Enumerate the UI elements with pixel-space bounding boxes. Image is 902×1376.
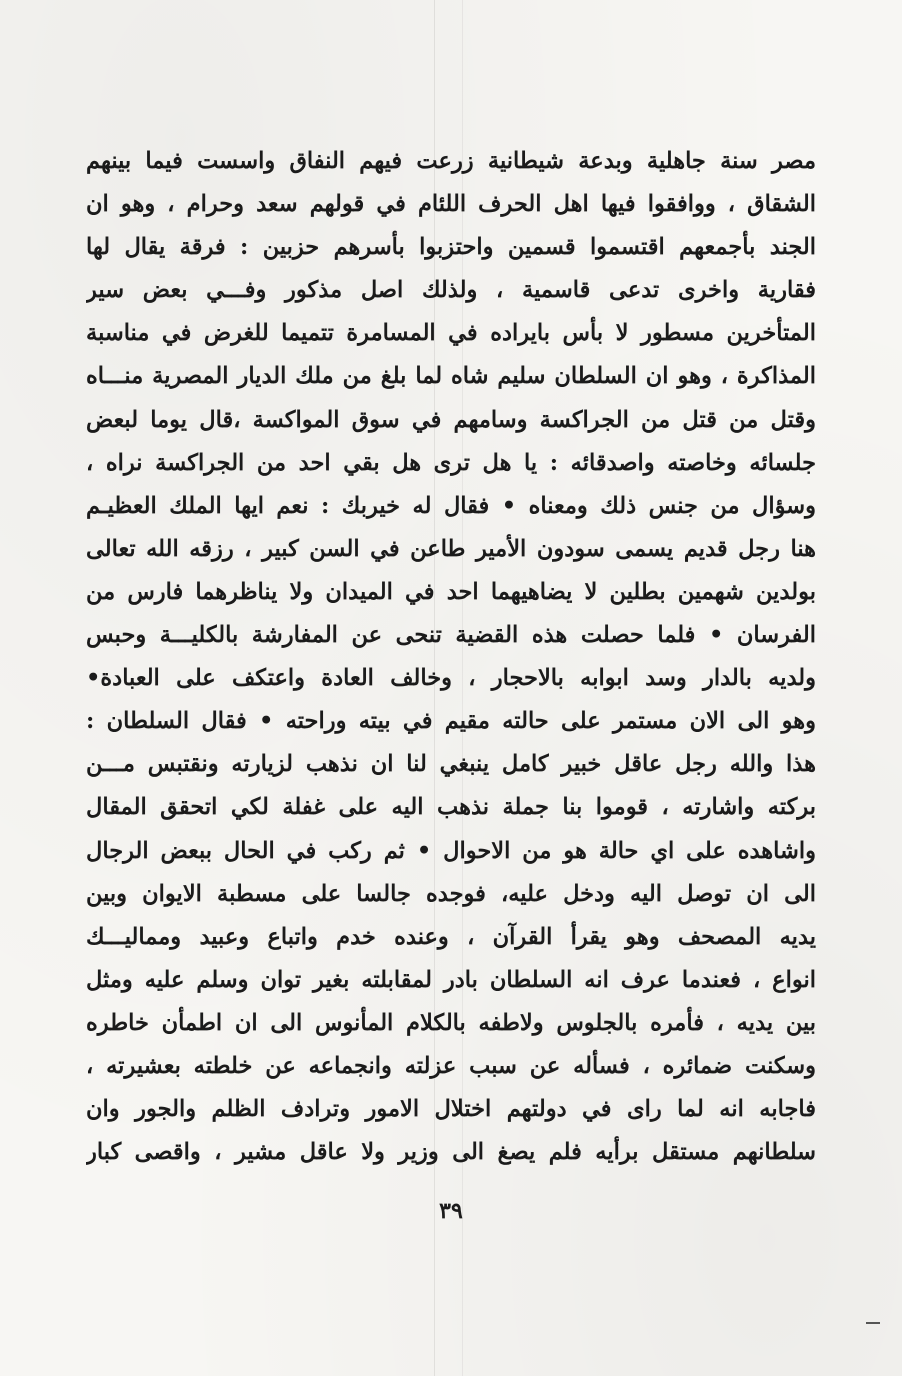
text-line: مصر سنة جاهلية وبدعة شيطانية زرعت فيهم النفاق واسست فيما بينهم: [86, 148, 816, 174]
text-line: فقارية واخرى تدعى قاسمية ، ولذلك اصل مذكور وفـــي بعض سير: [86, 277, 816, 304]
text-line: بولدين شهمين بطلين لا يضاهيهما احد في الميدان ولا يناظرهما فارس من: [86, 578, 816, 605]
text-line: بركته واشارته ، قوموا بنا جملة نذهب اليه على غفلة لكي اتحقق المقال: [86, 794, 816, 821]
text-line: وقتل من قتل من الجراكسة وسامهم في سوق المواكسة ،قال يوما لبعض: [86, 406, 816, 433]
text-line: بين يديه ، فأمره بالجلوس ولاطفه بالكلام المأنوس الى ان اطمأن خاطره: [86, 1009, 816, 1036]
text-line: الشقاق ، ووافقوا فيها اهل الحرف اللئام في قولهم سعد وحرام ، وهو ان: [86, 191, 816, 218]
text-line: جلسائه وخاصته واصدقائه : يا هل ترى هل بقي احد من الجراكسة نراه ،: [86, 449, 816, 476]
text-line: الفرسان • فلما حصلت هذه القضية تنحى عن المفارشة بالكليـــة وحبس: [86, 622, 816, 649]
text-line: المتأخرين مسطور لا بأس بايراده في المسامرة تتميما للغرض في مناسبة: [86, 320, 816, 347]
margin-mark: [866, 1322, 880, 1324]
text-line: وهو الى الان مستمر على حالته مقيم في بيته وراحته • فقال السلطان :: [86, 708, 816, 735]
page-number: ٣٩: [439, 1198, 463, 1224]
text-line: المذاكرة ، وهو ان السلطان سليم شاه لما بلغ من ملك الديار المصرية منـــاه: [86, 363, 816, 390]
body-text: [86, 140, 816, 1174]
text-line: الجند بأجمعهم اقتسموا قسمين واحتزبوا بأسرهم حزبين : فرقة يقال لها: [86, 234, 816, 261]
text-line: وسؤال من جنس ذلك ومعناه • فقال له خيربك : نعم ايها الملك العظيـم: [86, 492, 816, 519]
text-line: واشاهده على اي حالة هو من الاحوال • ثم ركب في الحال ببعض الرجال: [86, 837, 816, 864]
text-line: يديه المصحف وهو يقرأ القرآن ، وعنده خدم واتباع وعبيد ومماليـــك: [86, 923, 816, 950]
text-line: هذا والله رجل عاقل خبير كامل ينبغي لنا ان نذهب لزيارته ونقتبس مـــن: [86, 751, 816, 778]
text-line: ولديه بالدار وسد ابوابه بالاحجار ، وخالف العادة واعتكف على العبادة•: [86, 665, 816, 692]
text-line: فاجابه انه لما راى في دولتهم اختلال الامور وترادف الظلم والجور وان: [86, 1096, 816, 1123]
text-line: انواع ، فعندما عرف انه السلطان بادر لمقابلته بغير توان وسلم عليه ومثل: [86, 966, 816, 993]
text-line: الى ان توصل اليه ودخل عليه، فوجده جالسا على مسطبة الايوان وبين: [86, 880, 816, 907]
text-line: هنا رجل قديم يسمى سودون الأمير طاعن في السن كبير ، رزقه الله تعالى: [86, 535, 816, 562]
text-line: وسكنت ضمائره ، فسأله عن سبب عزلته وانجماعه عن خلطته بعشيرته ،: [86, 1052, 816, 1079]
text-line: سلطانهم مستقل برأيه فلم يصغ الى وزير ولا عاقل مشير ، واقصى كبار: [86, 1139, 816, 1166]
